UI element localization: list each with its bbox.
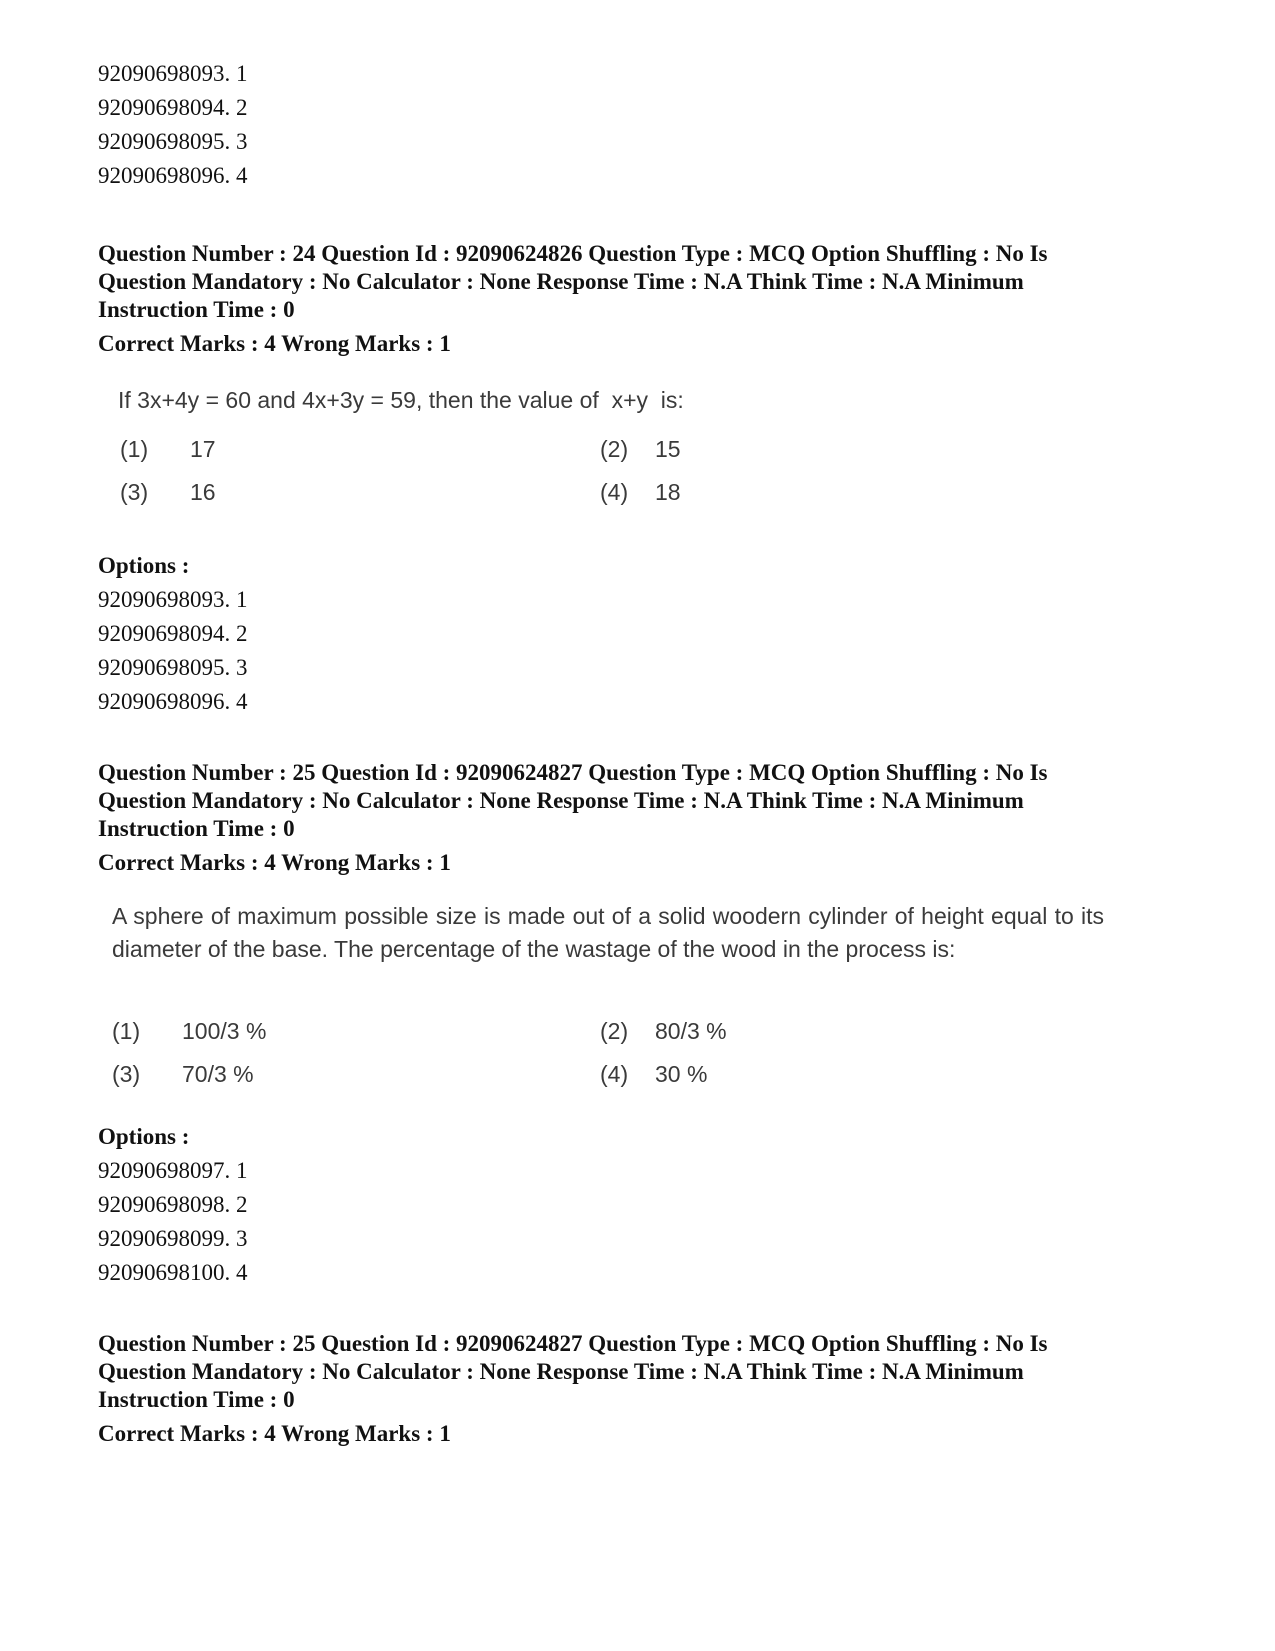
option-row: 92090698094. 2 <box>98 621 248 646</box>
question-meta-line: Question Number : 25 Question Id : 92090624827 Question Type : MCQ Option Shuffling : No Is <box>98 1331 1048 1356</box>
question-marks: Correct Marks : 4 Wrong Marks : 1 <box>98 1421 451 1446</box>
option-row: 92090698096. 4 <box>98 689 248 714</box>
question-25-repeat-header <box>98 1330 1178 1448</box>
question-25-header <box>98 759 1178 877</box>
question-25-image <box>112 900 1104 1100</box>
options-label: Options : <box>98 1124 190 1149</box>
question-marks: Correct Marks : 4 Wrong Marks : 1 <box>98 331 451 356</box>
top-options-list <box>98 57 1178 193</box>
option-row: 92090698095. 3 <box>98 129 248 154</box>
question-meta-line: Question Mandatory : No Calculator : None Response Time : N.A Think Time : N.A Minimum <box>98 788 1024 813</box>
choice-3: (3) 16 <box>120 479 216 505</box>
choice-1: (1) 100/3 % <box>112 1018 267 1044</box>
question-marks: Correct Marks : 4 Wrong Marks : 1 <box>98 850 451 875</box>
options-label: Options : <box>98 553 190 578</box>
choice-1: (1) 17 <box>120 436 216 462</box>
option-row: 92090698098. 2 <box>98 1192 248 1217</box>
question-meta-line: Question Mandatory : No Calculator : None Response Time : N.A Think Time : N.A Minimum <box>98 269 1024 294</box>
question-24-options <box>98 549 1178 719</box>
option-row: 92090698095. 3 <box>98 655 248 680</box>
choice-2: (2) 80/3 % <box>600 1018 727 1044</box>
question-24-image <box>118 384 1018 514</box>
choice-4: (4) 18 <box>600 479 681 505</box>
choice-4: (4) 30 % <box>600 1061 708 1087</box>
question-meta-line: Instruction Time : 0 <box>98 297 295 322</box>
question-25-options <box>98 1120 1178 1290</box>
option-row: 92090698097. 1 <box>98 1158 248 1183</box>
question-meta-line: Question Number : 25 Question Id : 92090624827 Question Type : MCQ Option Shuffling : No Is <box>98 760 1048 785</box>
choice-2: (2) 15 <box>600 436 681 462</box>
question-text: A sphere of maximum possible size is made out of a solid woodern cylinder of height equal to its diameter of the base. The percentage of the wastage of the wood in the process is: <box>112 903 1104 962</box>
option-row: 92090698093. 1 <box>98 61 248 86</box>
question-text: If 3x+4y = 60 and 4x+3y = 59, then the value of x+y is: <box>118 387 684 413</box>
choice-3: (3) 70/3 % <box>112 1061 254 1087</box>
question-meta-line: Instruction Time : 0 <box>98 816 295 841</box>
question-meta-line: Instruction Time : 0 <box>98 1387 295 1412</box>
option-row: 92090698094. 2 <box>98 95 248 120</box>
option-row: 92090698099. 3 <box>98 1226 248 1251</box>
option-row: 92090698096. 4 <box>98 163 248 188</box>
question-meta-line: Question Number : 24 Question Id : 92090624826 Question Type : MCQ Option Shuffling : No Is <box>98 241 1048 266</box>
option-row: 92090698093. 1 <box>98 587 248 612</box>
question-24-header <box>98 240 1178 358</box>
option-row: 92090698100. 4 <box>98 1260 248 1285</box>
question-meta-line: Question Mandatory : No Calculator : None Response Time : N.A Think Time : N.A Minimum <box>98 1359 1024 1384</box>
